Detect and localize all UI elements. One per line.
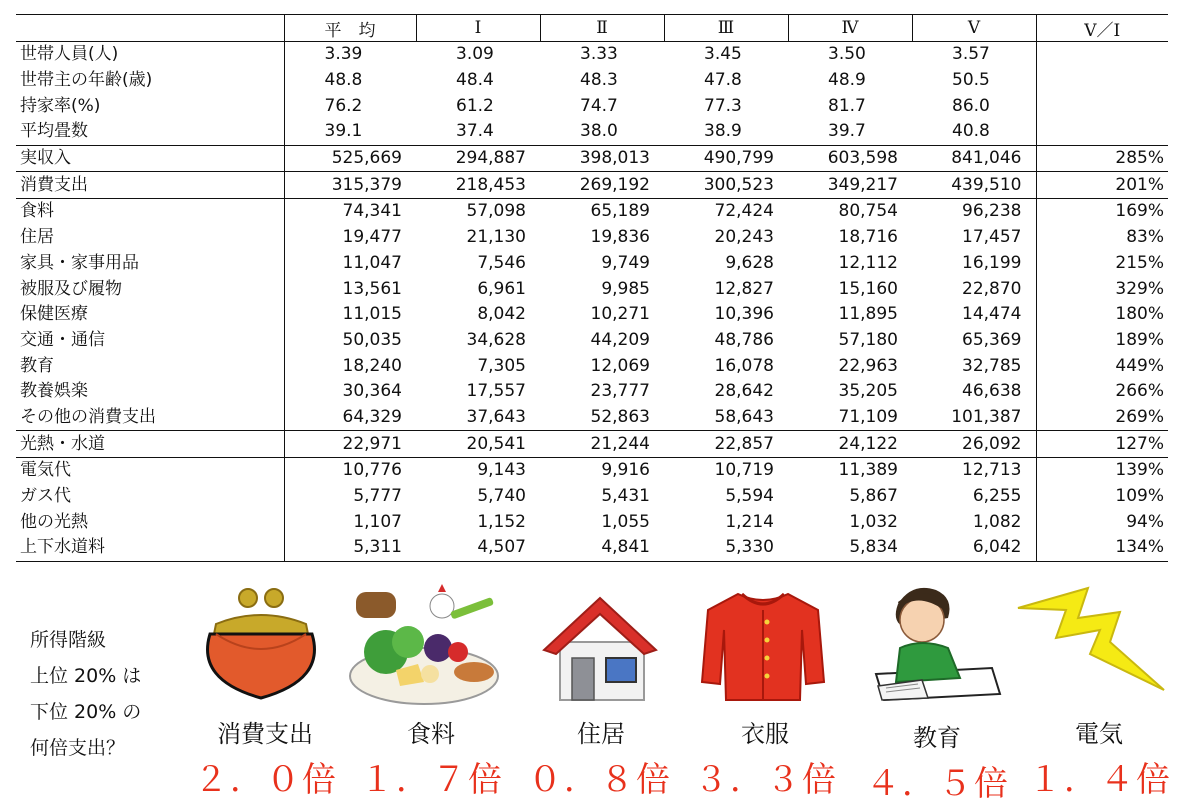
row-label: 教育 <box>20 355 54 376</box>
value-cell: 64,329 <box>284 405 416 431</box>
table-row <box>16 405 1168 431</box>
value-cell: 48.9 <box>828 70 866 91</box>
row-label: 教養娯楽 <box>20 381 88 402</box>
row-label: 他の光熱 <box>20 511 88 532</box>
value-cell: 3.09 <box>456 44 494 65</box>
row-label: 実収入 <box>16 145 284 172</box>
coin-purse-icon <box>196 584 326 704</box>
value-cell: 6,961 <box>477 278 526 299</box>
value-cell: 37.4 <box>456 121 494 142</box>
table-row <box>16 276 1168 302</box>
value-cell: 525,669 <box>284 145 416 172</box>
value-cell: 6,042 <box>912 535 1036 561</box>
value-cell: 47.8 <box>704 70 742 91</box>
table-row <box>16 93 1168 119</box>
table-row <box>16 68 1168 94</box>
value-cell: 57,098 <box>416 199 540 225</box>
row-label: 世帯主の年齢(歳) <box>20 70 153 91</box>
value-cell: 7,546 <box>477 252 526 273</box>
value-cell: 15,160 <box>838 278 898 299</box>
value-cell: 10,719 <box>664 458 788 484</box>
value-cell: 9,985 <box>601 278 650 299</box>
value-cell: 22,971 <box>284 431 416 458</box>
house-icon <box>540 592 660 704</box>
value-cell: 3.39 <box>284 42 416 68</box>
food-icon <box>346 582 502 710</box>
table-row <box>16 353 1168 379</box>
value-cell: 22,857 <box>664 431 788 458</box>
question-line: 何倍支出？ <box>30 737 126 759</box>
household-expenditure-table <box>16 14 1168 562</box>
value-cell: 48,786 <box>714 329 774 350</box>
value-cell: 19,836 <box>590 227 650 248</box>
value-cell: 21,130 <box>466 227 526 248</box>
header-cell: Ⅴ／Ⅰ <box>1036 15 1168 42</box>
ratio-cell: 180% <box>1036 302 1168 328</box>
value-cell: 1,032 <box>849 511 898 532</box>
value-cell: 7,305 <box>477 355 526 376</box>
value-cell: 48.8 <box>284 68 416 94</box>
row-label: ガス代 <box>20 486 71 507</box>
sweater-icon <box>698 586 828 706</box>
value-cell: 398,013 <box>540 145 664 172</box>
caption-clothing: 衣服 <box>741 720 789 748</box>
multiple-education: ４．５倍 <box>866 764 1010 804</box>
value-cell: 30,364 <box>284 379 416 405</box>
value-cell: 23,777 <box>590 381 650 402</box>
row-label: 上下水道料 <box>16 535 284 561</box>
value-cell: 34,628 <box>466 329 526 350</box>
value-cell: 5,867 <box>849 486 898 507</box>
value-cell: 39.1 <box>284 119 416 145</box>
table-row <box>16 379 1168 405</box>
header-cell: Ⅰ <box>416 15 540 42</box>
ratio-cell: 169% <box>1036 199 1168 225</box>
value-cell: 9,916 <box>540 458 664 484</box>
value-cell: 18,240 <box>284 353 416 379</box>
header-cell: 平 均 <box>284 15 416 42</box>
table-row <box>16 431 1168 458</box>
header-cell: Ⅴ <box>912 15 1036 42</box>
value-cell: 32,785 <box>962 355 1022 376</box>
value-cell: 10,271 <box>590 304 650 325</box>
header-cell: Ⅲ <box>664 15 788 42</box>
table-row <box>16 458 1168 484</box>
value-cell: 74.7 <box>580 95 618 116</box>
value-cell: 9,749 <box>601 252 650 273</box>
value-cell: 38.0 <box>580 121 618 142</box>
ratio-cell: 449% <box>1036 353 1168 379</box>
ratio-cell: 94% <box>1036 509 1168 535</box>
value-cell: 86.0 <box>952 95 990 116</box>
value-cell: 65,369 <box>962 329 1022 350</box>
value-cell: 38.9 <box>704 121 742 142</box>
value-cell: 20,243 <box>714 227 774 248</box>
value-cell: 50,035 <box>284 328 416 354</box>
table-row <box>16 535 1168 561</box>
value-cell: 52,863 <box>590 406 650 427</box>
value-cell: 12,827 <box>714 278 774 299</box>
ratio-cell <box>1036 119 1168 145</box>
header-cell: Ⅱ <box>540 15 664 42</box>
row-label: 家具・家事用品 <box>20 252 139 273</box>
value-cell: 39.7 <box>828 121 866 142</box>
value-cell: 841,046 <box>912 145 1036 172</box>
ratio-cell: 215% <box>1036 251 1168 277</box>
row-label: 消費支出 <box>16 172 284 199</box>
value-cell: 81.7 <box>828 95 866 116</box>
value-cell: 13,561 <box>284 276 416 302</box>
value-cell: 5,431 <box>601 486 650 507</box>
value-cell: 12,713 <box>912 458 1036 484</box>
value-cell: 10,776 <box>284 458 416 484</box>
value-cell: 3.57 <box>952 44 990 65</box>
value-cell: 19,477 <box>284 225 416 251</box>
value-cell: 76.2 <box>284 93 416 119</box>
value-cell: 14,474 <box>962 304 1022 325</box>
value-cell: 28,642 <box>714 381 774 402</box>
table-body <box>16 42 1168 562</box>
ratio-cell: 285% <box>1036 145 1168 172</box>
value-cell: 10,396 <box>714 304 774 325</box>
value-cell: 9,143 <box>416 458 540 484</box>
value-cell: 61.2 <box>456 95 494 116</box>
value-cell: 3.50 <box>828 44 866 65</box>
table-row <box>16 225 1168 251</box>
value-cell: 3.33 <box>580 44 618 65</box>
ratio-cell: 134% <box>1036 535 1168 561</box>
value-cell: 11,015 <box>284 302 416 328</box>
multiple-food: １．７倍 <box>360 760 504 800</box>
value-cell: 74,341 <box>284 199 416 225</box>
ratio-cell: 127% <box>1036 431 1168 458</box>
value-cell: 5,311 <box>284 535 416 561</box>
value-cell: 1,107 <box>284 509 416 535</box>
lightning-icon <box>1016 586 1166 698</box>
row-label: 世帯人員(人) <box>20 44 119 65</box>
value-cell: 48.3 <box>580 70 618 91</box>
ratio-cell <box>1036 93 1168 119</box>
row-label: 住居 <box>20 227 54 248</box>
value-cell: 77.3 <box>704 95 742 116</box>
value-cell: 294,887 <box>416 145 540 172</box>
value-cell: 5,740 <box>477 486 526 507</box>
caption-electricity: 電気 <box>1075 720 1123 748</box>
value-cell: 12,069 <box>590 355 650 376</box>
ratio-cell: 109% <box>1036 484 1168 510</box>
row-label: 持家率(%) <box>20 95 101 116</box>
row-label: 平均畳数 <box>20 121 88 142</box>
value-cell: 5,594 <box>725 486 774 507</box>
value-cell: 50.5 <box>952 70 990 91</box>
value-cell: 101,387 <box>951 406 1022 427</box>
multiple-clothing: ３．３倍 <box>694 760 838 800</box>
table-row <box>16 199 1168 225</box>
row-label: 被服及び履物 <box>20 278 122 299</box>
table-row <box>16 145 1168 172</box>
table-row <box>16 509 1168 535</box>
value-cell: 4,841 <box>540 535 664 561</box>
value-cell: 1,152 <box>477 511 526 532</box>
value-cell: 218,453 <box>416 172 540 199</box>
ratio-cell: 329% <box>1036 276 1168 302</box>
studying-boy-icon <box>872 574 1002 702</box>
row-label: 光熱・水道 <box>16 431 284 458</box>
row-label: 交通・通信 <box>20 329 105 350</box>
value-cell: 48.4 <box>456 70 494 91</box>
value-cell: 58,643 <box>714 406 774 427</box>
ratio-cell: 266% <box>1036 379 1168 405</box>
question-line: 上位 20% は <box>30 665 142 687</box>
value-cell: 9,628 <box>725 252 774 273</box>
ratio-cell <box>1036 42 1168 68</box>
ratio-cell <box>1036 68 1168 94</box>
value-cell: 40.8 <box>952 121 990 142</box>
multiple-consumption: ２．０倍 <box>194 760 338 800</box>
table-row <box>16 172 1168 199</box>
value-cell: 1,214 <box>725 511 774 532</box>
value-cell: 65,189 <box>540 199 664 225</box>
table-row <box>16 119 1168 145</box>
value-cell: 315,379 <box>284 172 416 199</box>
value-cell: 490,799 <box>664 145 788 172</box>
value-cell: 24,122 <box>788 431 912 458</box>
value-cell: 300,523 <box>664 172 788 199</box>
header-cell <box>16 15 284 42</box>
value-cell: 21,244 <box>540 431 664 458</box>
ratio-cell: 201% <box>1036 172 1168 199</box>
value-cell: 349,217 <box>788 172 912 199</box>
value-cell: 71,109 <box>838 406 898 427</box>
value-cell: 4,507 <box>416 535 540 561</box>
value-cell: 44,209 <box>590 329 650 350</box>
value-cell: 603,598 <box>788 145 912 172</box>
row-label: 電気代 <box>16 458 284 484</box>
value-cell: 12,112 <box>838 252 898 273</box>
value-cell: 11,047 <box>284 251 416 277</box>
caption-housing: 住居 <box>577 720 625 748</box>
table-row <box>16 251 1168 277</box>
value-cell: 5,834 <box>788 535 912 561</box>
infographic-question <box>30 622 141 766</box>
value-cell: 96,238 <box>912 199 1036 225</box>
table-row <box>16 484 1168 510</box>
value-cell: 35,205 <box>838 381 898 402</box>
value-cell: 57,180 <box>838 329 898 350</box>
value-cell: 11,389 <box>788 458 912 484</box>
value-cell: 22,963 <box>838 355 898 376</box>
value-cell: 3.45 <box>704 44 742 65</box>
value-cell: 5,330 <box>664 535 788 561</box>
value-cell: 11,895 <box>838 304 898 325</box>
value-cell: 20,541 <box>416 431 540 458</box>
value-cell: 8,042 <box>477 304 526 325</box>
row-label: 保健医療 <box>20 304 88 325</box>
caption-food: 食料 <box>407 720 455 748</box>
value-cell: 1,082 <box>972 511 1022 532</box>
table-row <box>16 302 1168 328</box>
value-cell: 5,777 <box>284 484 416 510</box>
value-cell: 37,643 <box>466 406 526 427</box>
value-cell: 17,557 <box>466 381 526 402</box>
table-header-row <box>16 15 1168 42</box>
row-label: 食料 <box>16 199 284 225</box>
caption-education: 教育 <box>913 724 961 752</box>
caption-consumption: 消費支出 <box>217 720 313 748</box>
value-cell: 46,638 <box>962 381 1022 402</box>
value-cell: 17,457 <box>962 227 1022 248</box>
value-cell: 80,754 <box>788 199 912 225</box>
row-label: その他の消費支出 <box>20 406 156 427</box>
ratio-cell: 189% <box>1036 328 1168 354</box>
multiple-housing: ０．８倍 <box>528 760 672 800</box>
value-cell: 18,716 <box>838 227 898 248</box>
header-cell: Ⅳ <box>788 15 912 42</box>
value-cell: 1,055 <box>601 511 650 532</box>
value-cell: 26,092 <box>912 431 1036 458</box>
value-cell: 6,255 <box>972 486 1022 507</box>
question-line: 下位 20% の <box>30 701 142 723</box>
table-row <box>16 328 1168 354</box>
value-cell: 16,199 <box>962 252 1022 273</box>
question-line: 所得階級 <box>30 629 107 651</box>
value-cell: 269,192 <box>540 172 664 199</box>
value-cell: 22,870 <box>962 278 1022 299</box>
value-cell: 16,078 <box>714 355 774 376</box>
table-row <box>16 42 1168 68</box>
ratio-cell: 139% <box>1036 458 1168 484</box>
ratio-cell: 269% <box>1036 405 1168 431</box>
value-cell: 439,510 <box>912 172 1036 199</box>
ratio-cell: 83% <box>1036 225 1168 251</box>
value-cell: 72,424 <box>664 199 788 225</box>
multiple-electricity: １．４倍 <box>1028 760 1172 800</box>
